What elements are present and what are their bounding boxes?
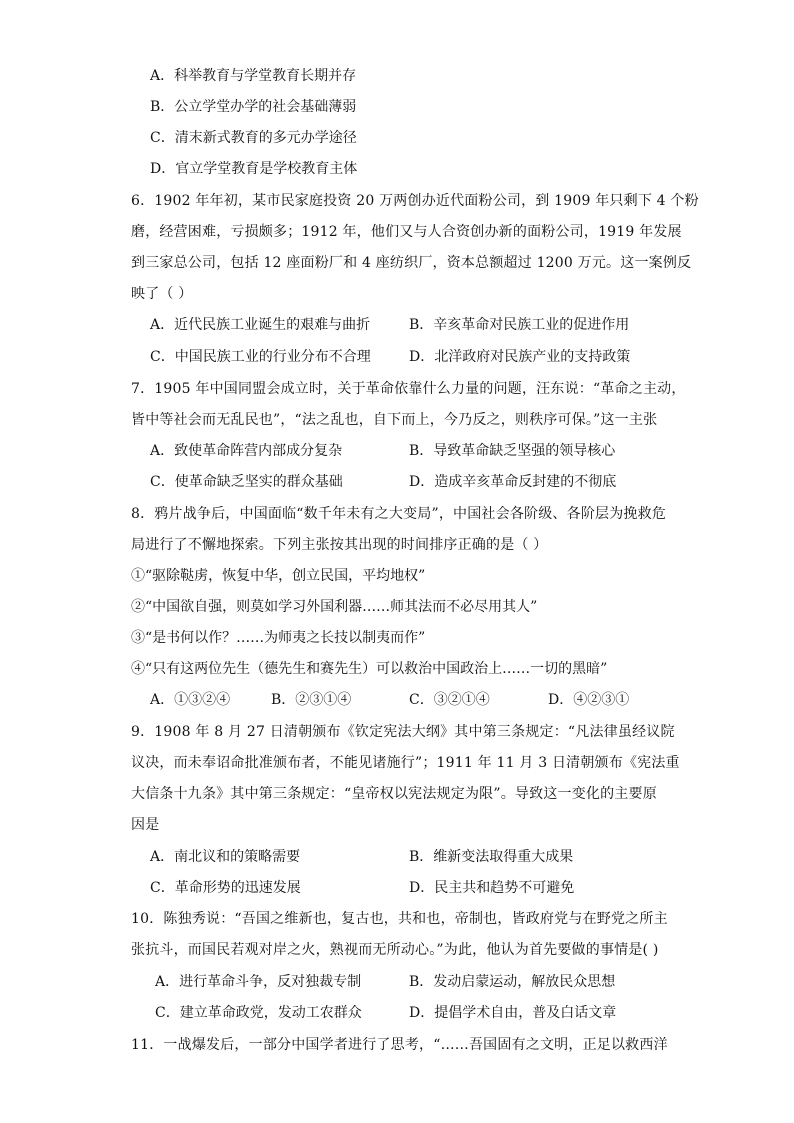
q6-option-b[interactable]: B．辛亥革命对民族工业的促进作用 <box>409 317 630 333</box>
q9-option-c[interactable]: C．革命形势的迅速发展 <box>150 880 301 896</box>
q6-option-c[interactable]: C．中国民族工业的行业分布不合理 <box>150 349 371 365</box>
q10-option-d[interactable]: D．提倡学术自由，普及白话文章 <box>409 1005 617 1021</box>
q5-option-b[interactable]: B．公立学堂办学的社会基础薄弱 <box>150 99 357 115</box>
q8-item-2: ②“中国欲自强，则莫如学习外国利器……师其法而不必尽用其人” <box>131 599 538 615</box>
q9-stem-line-4: 因是 <box>131 817 160 833</box>
q7-option-c[interactable]: C．使革命缺乏坚实的群众基础 <box>150 474 343 490</box>
q8-item-3: ③“是书何以作？……为师夷之长技以制夷而作” <box>131 630 426 646</box>
q7-option-b[interactable]: B．导致革命缺乏坚强的领导核心 <box>409 443 616 459</box>
q10-option-c[interactable]: C．建立革命政党，发动工农群众 <box>155 1005 362 1021</box>
q9-option-a[interactable]: A．南北议和的策略需要 <box>150 849 301 865</box>
q8-option-c[interactable]: C．③②①④ <box>409 692 490 708</box>
q6-stem-line-1: 6．1902 年年初，某市民家庭投资 20 万两创办近代面粉公司，到 1909 年只剩下 4 个粉 <box>131 193 699 209</box>
q7-option-d[interactable]: D．造成辛亥革命反封建的不彻底 <box>409 474 617 490</box>
q8-option-b[interactable]: B．②③①④ <box>271 692 352 708</box>
q6-option-d[interactable]: D．北洋政府对民族产业的支持政策 <box>409 349 631 365</box>
q8-item-4: ④“只有这两位先生（德先生和赛先生）可以救治中国政治上……一切的黑暗” <box>131 661 608 677</box>
q7-stem-line-1: 7．1905 年中国同盟会成立时，关于革命依靠什么力量的问题，汪东说：“革命之主动， <box>131 381 686 397</box>
q7-stem-line-2: 皆中等社会而无乱民也”，“法之乱也，自下而上，今乃反之，则秩序可保。”这一主张 <box>131 412 658 428</box>
q5-option-c[interactable]: C．清末新式教育的多元办学途径 <box>150 130 357 146</box>
q9-option-b[interactable]: B．维新变法取得重大成果 <box>409 849 574 865</box>
q10-stem-line-1: 10．陈独秀说：“吾国之维新也，复古也，共和也，帝制也，皆政府党与在野党之所主 <box>131 911 668 927</box>
q10-option-b[interactable]: B．发动启蒙运动，解放民众思想 <box>409 974 616 990</box>
q9-stem-line-2: 议决，而未奉诏命批准颁布者，不能见诸施行”；1911 年 11 月 3 日清朝颁布《宪法重 <box>131 755 680 771</box>
q8-option-a[interactable]: A．①③②④ <box>150 692 231 708</box>
q6-stem-line-2: 磨，经营困难，亏损颇多；1912 年，他们又与人合资创办新的面粉公司，1919 年发展 <box>131 224 682 240</box>
q5-option-a[interactable]: A．科举教育与学堂教育长期并存 <box>150 68 357 84</box>
q6-option-a[interactable]: A．近代民族工业诞生的艰难与曲折 <box>150 317 371 333</box>
q8-stem-line-2: 局进行了不懈地探索。下列主张按其出现的时间排序正确的是（ ） <box>131 537 548 553</box>
q10-stem-line-2: 张抗斗，而国民若观对岸之火，熟视而无所动心。”为此，他认为首先要做的事情是( ) <box>131 942 659 958</box>
q9-stem-line-3: 大信条十九条》其中第三条规定：“皇帝权以宪法规定为限”。导致这一变化的主要原 <box>131 786 657 802</box>
q6-stem-line-4: 映了（ ） <box>131 286 193 302</box>
q8-stem-line-1: 8．鸦片战争后，中国面临“数千年未有之大变局”，中国社会各阶级、各阶层为挽救危 <box>131 506 667 522</box>
q10-option-a[interactable]: A．进行革命斗争，反对独裁专制 <box>155 974 362 990</box>
q6-stem-line-3: 到三家总公司，包括 12 座面粉厂和 4 座纺织厂，资本总额超过 1200 万元。这一案例反 <box>131 255 692 271</box>
q11-stem-line-1: 11．一战爆发后，一部分中国学者进行了思考，“……吾国固有之文明，正足以救西洋 <box>131 1037 668 1053</box>
q9-stem-line-1: 9．1908 年 8 月 27 日清朝颁布《钦定宪法大纲》其中第三条规定：“凡法律虽经议院 <box>131 724 675 740</box>
q9-option-d[interactable]: D．民主共和趋势不可避免 <box>409 880 575 896</box>
q7-option-a[interactable]: A．致使革命阵营内部成分复杂 <box>150 443 343 459</box>
q8-option-d[interactable]: D．④②③① <box>548 692 630 708</box>
q5-option-d[interactable]: D．官立学堂教育是学校教育主体 <box>150 161 358 177</box>
q8-item-1: ①“驱除鞑虏，恢复中华，创立民国，平均地权” <box>131 568 426 584</box>
